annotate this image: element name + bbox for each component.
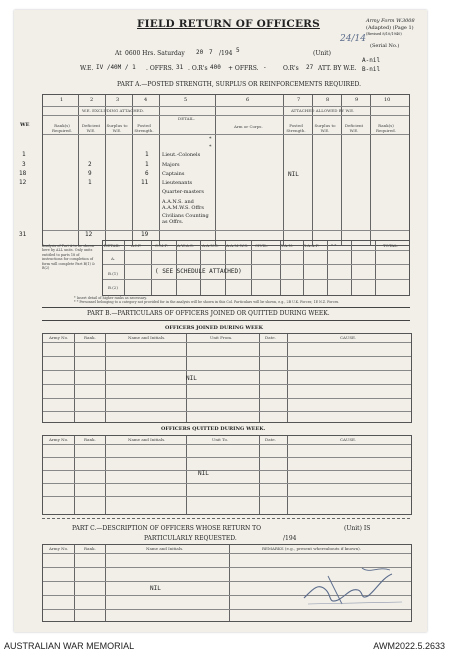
head-rank-req: Rank(s) Required.	[52, 123, 72, 133]
rank-lt-col: Lieut.-Colonels	[162, 152, 201, 158]
head-arm: Arm or Corps.	[234, 124, 263, 129]
col-num-5: 5	[184, 97, 188, 103]
ar-b1: B.(1)	[108, 271, 118, 276]
unit-label: (Unit)	[313, 50, 331, 57]
ah-awas: A.W.A.S.	[177, 243, 194, 248]
ah-ran: R.A.N.	[280, 243, 293, 248]
ar-a: A.	[111, 256, 116, 261]
footer-bar	[0, 640, 449, 653]
qh-date: Date.	[265, 437, 276, 442]
signature	[298, 560, 408, 610]
ah-total: TOTAL.	[383, 243, 399, 248]
rank-majors: Majors	[162, 162, 180, 168]
analysis-note: Analysis of Part A to be shown here by ALL units. Only units entitled to parts 18 of instructions for completion of form will complete Part B(1) & B(2)	[42, 244, 95, 271]
total-we: 31	[19, 231, 27, 238]
rank-aamws: A.A.M.W.S. Offrs	[162, 205, 204, 211]
part-b-title: PART B.—PARTICULARS OF OFFICERS JOINED OR QUITTED DURING WEEK.	[87, 310, 330, 317]
quitted-table	[42, 435, 412, 515]
month-field: 7	[209, 49, 213, 56]
star-mark: *	[209, 144, 212, 150]
deficient-count: 2	[88, 161, 92, 168]
day-field: 20	[196, 49, 204, 56]
jh-date: Date.	[265, 335, 276, 340]
col-num-2: 2	[90, 97, 94, 103]
part-c-nil: NIL	[150, 585, 161, 592]
att-label: ATT. BY W.E.	[318, 65, 357, 72]
we-count: 1	[22, 151, 26, 158]
head-deficient: Deficient W.E.	[81, 123, 101, 133]
detail-label: DETAIL.	[178, 116, 195, 121]
rank-civilians-2: as Offrs.	[162, 219, 184, 225]
plus-offrs-label: + OFFRS.	[228, 65, 259, 72]
rank-qm: Quarter-masters	[162, 189, 204, 195]
we-excl-label: W.E. EXCLUDING ATTACHED.	[82, 108, 145, 113]
joined-table	[42, 333, 412, 423]
ar-b2: B.(2)	[108, 285, 118, 290]
a-nil: A-nil	[362, 57, 381, 64]
we-count: 18	[19, 170, 27, 177]
head-posted2: Posted Strength.	[286, 123, 306, 133]
joined-nil: NIL	[186, 375, 197, 382]
ah-aif: A.I.F.	[131, 243, 142, 248]
col-num-1: 1	[60, 97, 64, 103]
serial-no-label: (Serial No.)	[370, 43, 400, 49]
jh-army-no: Army No.	[49, 335, 69, 340]
ah-aamws: A.A.M.W.S.	[226, 243, 249, 248]
ah-aans: A.A.N.S.	[202, 243, 219, 248]
army-form-label: Army Form W.3008	[366, 18, 415, 24]
part-c-requested: PARTICULARLY REQUESTED.	[144, 535, 237, 542]
rank-civilians: Civilians Counting	[162, 213, 209, 219]
part-c-unit-is: (Unit) IS	[344, 525, 371, 532]
we-count: 3	[22, 161, 26, 168]
we-label: W.E.	[80, 65, 94, 72]
qh-unit-to: Unit To.	[212, 437, 229, 442]
total-deficient: 12	[85, 231, 93, 238]
analysis-table	[102, 240, 410, 296]
qh-cause: CAUSE.	[340, 437, 357, 442]
jh-unit-from: Unit From.	[210, 335, 233, 340]
ors-label: . O.R's	[188, 65, 208, 72]
col-num-10: 10	[384, 97, 391, 103]
ch-remarks: REMARKS (e.g., present whereabouts if known).	[262, 546, 361, 551]
jh-rank: Rank.	[84, 335, 96, 340]
col-num-4: 4	[144, 97, 148, 103]
ch-rank: Rank.	[84, 546, 96, 551]
divider	[42, 518, 410, 519]
divider	[42, 320, 410, 321]
qh-name: Name and Initials.	[128, 437, 166, 442]
quitted-title: OFFICERS QUITTED DURING WEEK.	[161, 426, 266, 432]
footer-accession: AWM2022.5.2633	[373, 641, 445, 651]
part-a-title: PART A.—POSTED STRENGTH, SURPLUS OR REINFORCEMENTS REQUIRED.	[117, 81, 361, 88]
at-label: At	[115, 50, 122, 57]
jh-cause: CAUSE.	[340, 335, 357, 340]
hours-field: 0600 Hrs. Saturday	[125, 50, 185, 57]
col-num-6: 6	[246, 97, 250, 103]
joined-title: OFFICERS JOINED DURING WEEK	[165, 325, 263, 331]
head-surplus: Surplus to W.E.	[106, 123, 128, 133]
head-deficient2: Deficient W.E.	[344, 123, 364, 133]
offrs-value: 31	[176, 64, 184, 71]
col-num-7: 7	[297, 97, 301, 103]
ors-value: 400	[210, 64, 221, 71]
offrs-label: . OFFRS.	[146, 65, 174, 72]
year-prefix: /194	[219, 50, 233, 57]
qh-rank: Rank.	[84, 437, 96, 442]
rank-aans: A.A.N.S. and	[162, 199, 194, 205]
adapted-label: (Adapted) (Page 1)	[366, 25, 414, 31]
handwritten-serial: 24/14	[340, 34, 366, 44]
rank-lieutenants: Lieutenants	[162, 180, 193, 186]
col-num-3: 3	[116, 97, 120, 103]
we-count: 12	[19, 179, 27, 186]
ah-detail: DETAIL	[104, 243, 120, 248]
part-c-date: /194	[283, 535, 297, 542]
we-row-label: WE	[20, 122, 30, 128]
head-rank-req2: Rank(s) Required.	[376, 123, 396, 133]
ors2-value: 27	[306, 64, 314, 71]
jh-name: Name and Initials.	[128, 335, 166, 340]
ah-raaf: R.A.A.F.	[303, 243, 320, 248]
year-field: 5	[236, 47, 240, 54]
part-c-title: PART C.—DESCRIPTION OF OFFICERS WHOSE RETURN TO	[72, 525, 262, 532]
footer-institution: AUSTRALIAN WAR MEMORIAL	[4, 641, 135, 651]
deficient-count: 1	[88, 179, 92, 186]
head-posted: Posted Strength.	[134, 123, 154, 133]
ors2-label: O.R's	[283, 65, 299, 72]
qh-army-no: Army No.	[49, 437, 69, 442]
we-value: IV /40M / 1	[96, 64, 136, 71]
divider	[42, 307, 410, 308]
quitted-nil: NIL	[198, 470, 209, 477]
footnote-1: * Insert detail of higher ranks as necessary.	[74, 296, 147, 300]
posted-count: 11	[141, 179, 149, 186]
total-posted: 19	[141, 231, 149, 238]
ah-cmf: C.M.F.	[155, 243, 168, 248]
head-surplus2: Surplus to W.E.	[314, 123, 336, 133]
ch-army-no: Army No.	[49, 546, 69, 551]
rank-captains: Captains	[162, 171, 185, 177]
part-a-table	[42, 94, 410, 246]
col-num-8: 8	[326, 97, 330, 103]
attached-allowed-label: ATTACHED ALLOWED BY W.E.	[291, 108, 355, 113]
attached-nil: NIL	[288, 171, 299, 178]
col-num-9: 9	[355, 97, 359, 103]
posted-count: 6	[145, 170, 149, 177]
posted-count: 1	[145, 151, 149, 158]
form-title: FIELD RETURN OF OFFICERS	[137, 18, 320, 30]
revised-label: (Revised 8/10/1940)	[366, 32, 402, 36]
ah-civil: CIVIL.	[255, 243, 269, 248]
ah-other: * *	[331, 243, 337, 248]
ch-name: Name and Initials.	[146, 546, 184, 551]
b-nil: B-nil	[362, 66, 381, 73]
schedule-note: ( SEE SCHEDULE ATTACHED)	[155, 268, 242, 275]
offrs2-value: -	[263, 64, 267, 71]
star-mark: *	[209, 136, 212, 142]
deficient-count: 9	[88, 170, 92, 177]
footnote-2: * * Personnel belonging to a category not provided for in the analysis will be shown in this Col. Particulars will be shown, e.g., 2B U.K. Forces; 1E N.Z. Forces.	[74, 300, 340, 304]
posted-count: 1	[145, 161, 149, 168]
